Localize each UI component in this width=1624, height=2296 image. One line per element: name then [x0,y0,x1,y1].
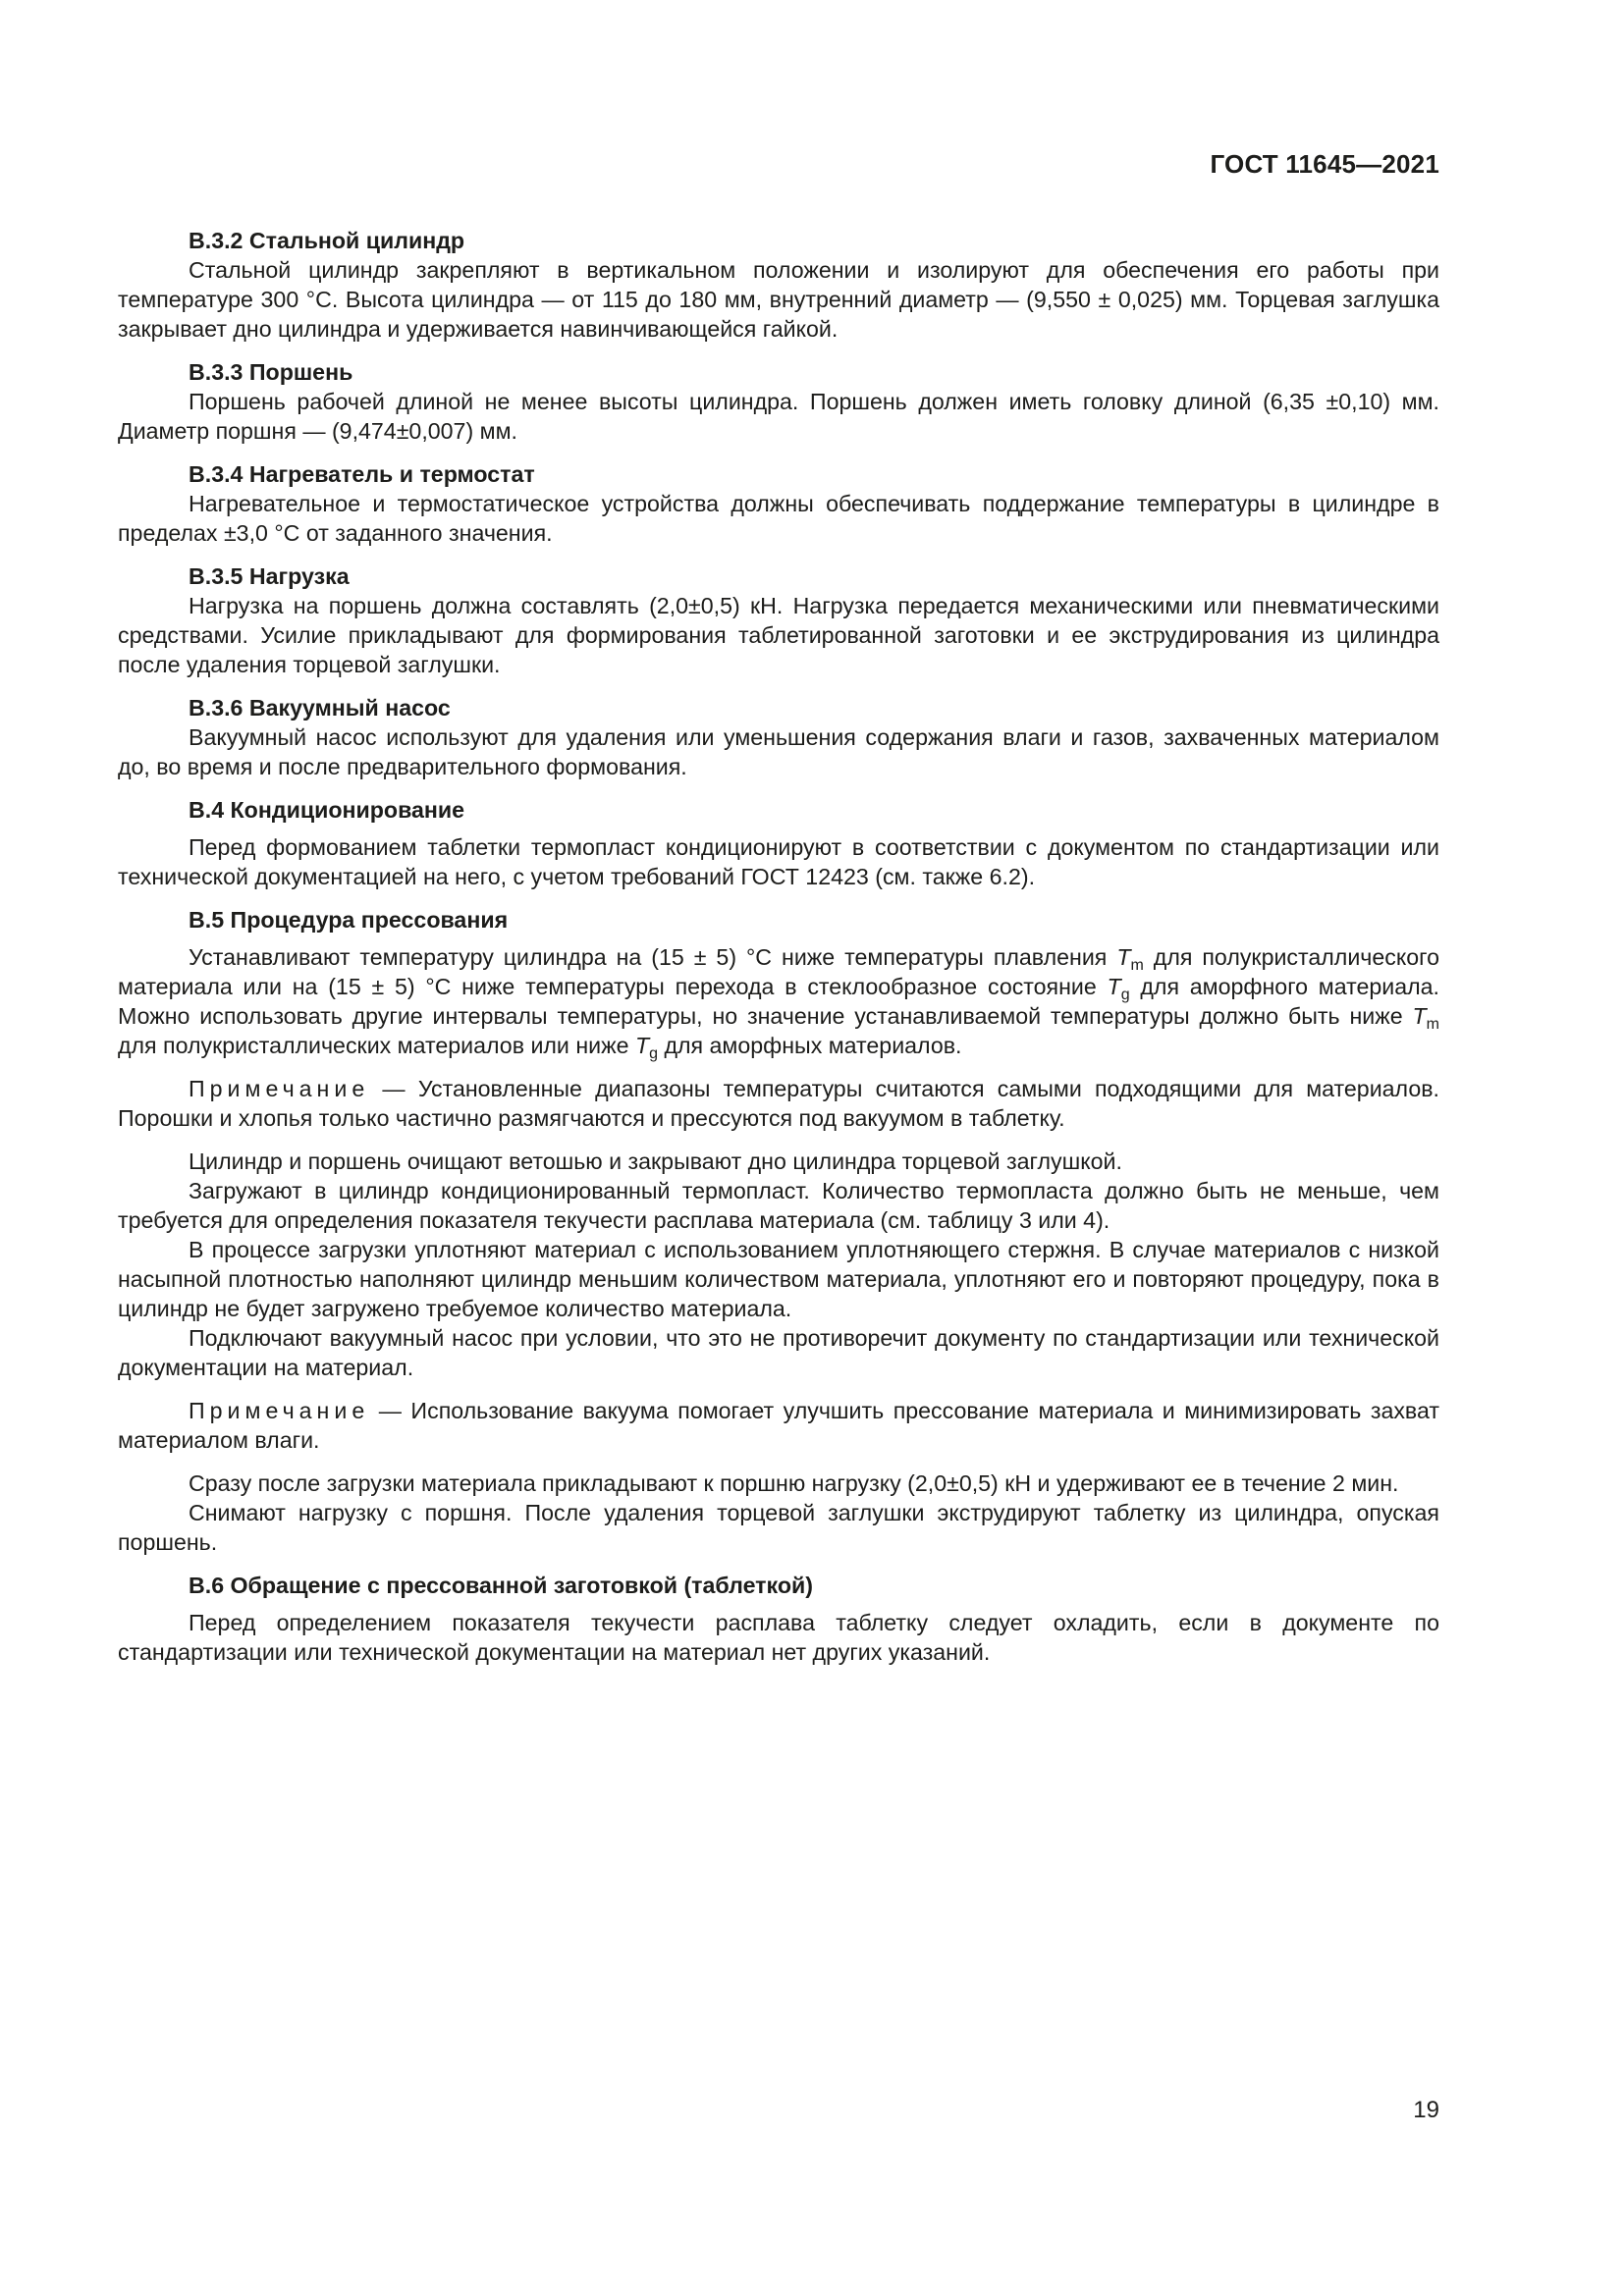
subscript-g: g [1120,987,1130,1003]
paragraph: Нагревательное и термостатическое устройства должны обеспечивать поддержание температуры в цилиндре в пределах ±3,0 °С от заданного значения. [118,491,1439,546]
document-header-id: ГОСТ 11645—2021 [1210,149,1439,179]
subscript-g: g [649,1045,659,1062]
paragraph: В процессе загрузки уплотняют материал с использованием уплотняющего стержня. В случае материалов с низкой насыпной плотностью наполняют цилиндр меньшим количеством материала, уплотняют его и повторяют процедуру, пока в цилиндр не будет загружено требуемое количество материала. [118,1237,1439,1321]
paragraph: Снимают нагрузку с поршня. После удаления торцевой заглушки экструдируют таблетку из цилиндра, опуская поршень. [118,1500,1439,1555]
note-paragraph [118,1074,1439,1133]
symbol-T: T [1107,974,1121,999]
section-b33 [118,357,1439,446]
paragraph-temperature [118,942,1439,1060]
text-run: для аморфного материала. Можно использовать другие интервалы температуры, но значение устанавливаемой температуры должно быть ниже [118,974,1440,1029]
paragraph: Загружают в цилиндр кондиционированный термопласт. Количество термопласта должно быть не меньше, чем требуется для определения показателя текучести расплава материала (см. таблицу 3 или 4). [118,1178,1439,1233]
paragraph: Перед формованием таблетки термопласт кондиционируют в соответствии с документом по стандартизации или технической документацией на него, с учетом требований ГОСТ 12423 (см. также 6.2). [118,834,1439,889]
section-b35 [118,561,1439,679]
section-b36 [118,693,1439,781]
section-heading: В.3.2 Стальной цилиндр [189,228,465,253]
text-run: для полукристаллического материала или на (15 ± 5) °С ниже температуры перехода в стеклообразное состояние [118,944,1440,999]
section-b34 [118,459,1439,548]
note-text: — Установленные диапазоны температуры считаются самыми подходящими для материалов. Порошки и хлопья только частично размягчаются и прессуются под вакуумом в таблетку. [118,1076,1439,1131]
page-number: 19 [1413,2097,1439,2123]
note-paragraph [118,1396,1439,1455]
paragraph: Сразу после загрузки материала прикладывают к поршню нагрузку (2,0±0,5) кН и удерживают ее в течение 2 мин. [189,1470,1399,1496]
note-label: Примечание [189,1076,370,1101]
section-heading: В.3.5 Нагрузка [189,563,350,589]
symbol-T: T [1116,944,1131,970]
section-b5 [118,905,1439,1557]
text-run: для аморфных материалов. [658,1033,962,1058]
paragraph: Вакуумный насос используют для удаления или уменьшения содержания влаги и газов, захваченных материалом до, во время и после предварительного формования. [118,724,1439,779]
subscript-m: m [1130,957,1144,974]
section-heading: В.6 Обращение с прессованной заготовкой (таблеткой) [189,1573,813,1598]
section-heading: В.3.3 Поршень [189,359,353,385]
section-heading: В.3.6 Вакуумный насос [189,695,451,721]
paragraph: Стальной цилиндр закрепляют в вертикальном положении и изолируют для обеспечения его работы при температуре 300 °С. Высота цилиндра — от 115 до 180 мм, внутренний диаметр — (9,550 ± 0,025) мм. Торцевая заглушка закрывает дно цилиндра и удерживается навинчивающейся гайкой. [118,257,1439,342]
section-heading: В.5 Процедура прессования [189,907,509,933]
section-b4 [118,795,1439,891]
section-b32 [118,226,1439,344]
subscript-m: m [1426,1016,1439,1033]
text-run: для полукристаллических материалов или ниже [118,1033,635,1058]
note-label: Примечание [189,1398,370,1423]
section-b6 [118,1571,1439,1667]
note-text: — Использование вакуума помогает улучшить прессование материала и минимизировать захват материалом влаги. [118,1398,1439,1453]
symbol-T: T [1412,1003,1427,1029]
paragraph: Поршень рабочей длиной не менее высоты цилиндра. Поршень должен иметь головку длиной (6,35 ±0,10) мм. Диаметр поршня — (9,474±0,007) мм. [118,389,1439,444]
paragraph: Подключают вакуумный насос при условии, что это не противоречит документу по стандартизации или технической документации на материал. [118,1325,1439,1380]
symbol-T: T [634,1033,650,1058]
paragraph: Цилиндр и поршень очищают ветошью и закрывают дно цилиндра торцевой заглушкой. [189,1148,1122,1174]
section-heading: В.4 Кондиционирование [189,797,465,823]
section-heading: В.3.4 Нагреватель и термостат [189,461,535,487]
paragraph: Нагрузка на поршень должна составлять (2,0±0,5) кН. Нагрузка передается механическими или пневматическими средствами. Усилие прикладывают для формирования таблетированной заготовки и ее экструдирования из цилиндра после удаления торцевой заглушки. [118,593,1439,677]
document-body [118,226,1439,1681]
paragraph: Перед определением показателя текучести расплава таблетку следует охладить, если в документе по стандартизации или технической документации на материал нет других указаний. [118,1610,1439,1665]
text-run: Устанавливают температуру цилиндра на (15 ± 5) °С ниже температуры плавления [189,944,1117,970]
